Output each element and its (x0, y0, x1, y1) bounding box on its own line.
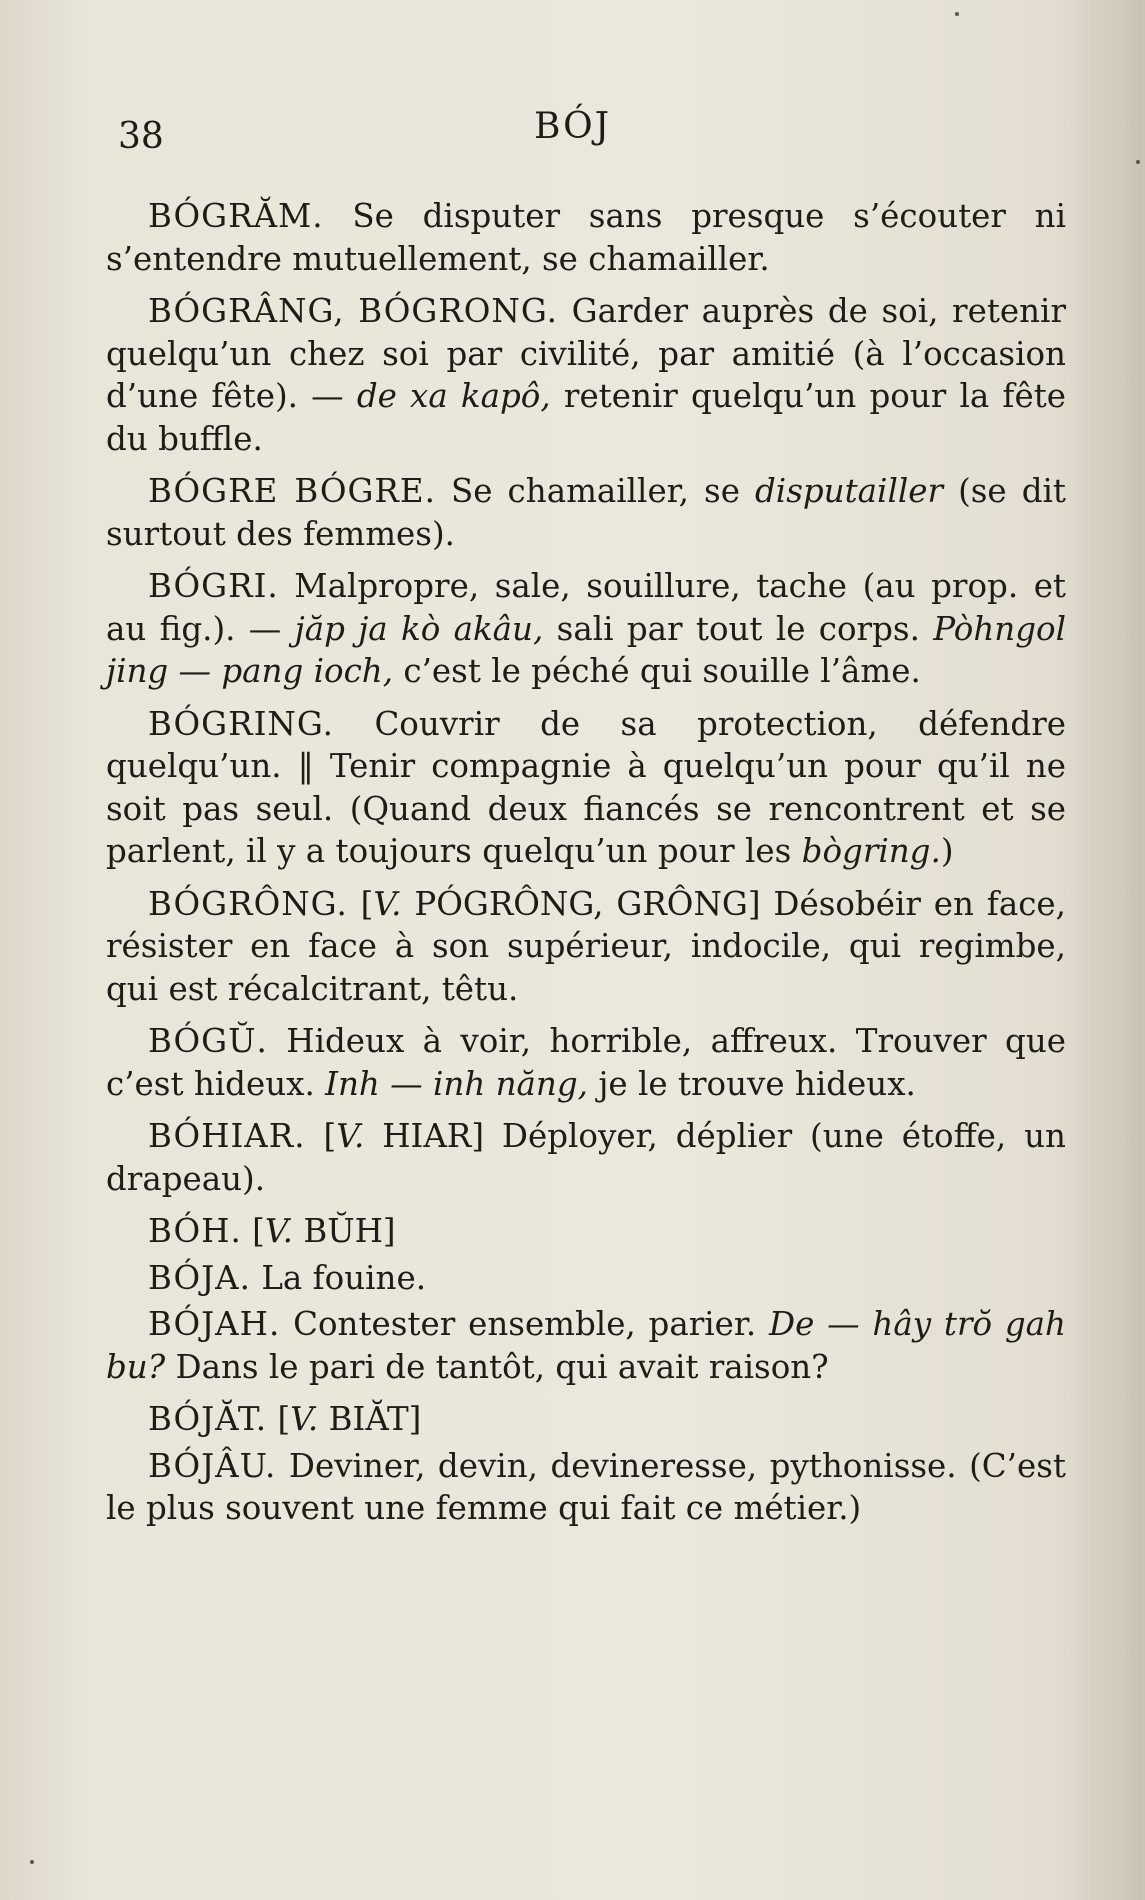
definition: Se chamailler, se (451, 472, 740, 510)
cross-ref-v: V. (264, 1212, 293, 1250)
definition: sali par tout le corps. (556, 609, 920, 648)
definition: Contester ensemble, parier. (293, 1305, 757, 1343)
entry-bogrong (106, 883, 1066, 1011)
headword: BÓGRING. (148, 704, 334, 743)
example: bògring. (801, 832, 941, 870)
speck-mark (1136, 160, 1140, 164)
running-head: BÓJ (533, 106, 612, 147)
headword: BÓGŬ. (148, 1022, 268, 1060)
cross-ref-v: V. (290, 1400, 319, 1438)
headword: BÓJÂU. (148, 1446, 277, 1485)
definition: La fouine. (261, 1258, 427, 1297)
entry-bogu (106, 1020, 1066, 1105)
headword: BÓGRI. (148, 567, 279, 605)
headword: BÓGRĂM. (148, 197, 324, 235)
entry-bojau (106, 1445, 1066, 1530)
definition: HIAR] Déployer, déplier (une étoffe, un drapeau). (106, 1117, 1066, 1198)
entry-bogri (106, 565, 1066, 693)
cross-ref-open: [ (277, 1400, 291, 1438)
example: de xa kapô, (356, 377, 551, 415)
cross-ref-open: [ (323, 1117, 337, 1155)
headword: BÓHIAR. (148, 1117, 306, 1155)
cross-ref-v: V. (336, 1117, 365, 1155)
definition: Malpropre, sale, souillure, tache (au prop. et au fig.). — (106, 567, 1066, 648)
definition: (se dit surtout des femmes). (106, 472, 1066, 553)
definition: Deviner, devin, devineresse, pythonisse. (C’est le plus souvent une femme qui fait ce métier.) (106, 1446, 1066, 1527)
definition: c’est le péché qui souille l’âme. (403, 652, 921, 690)
example: jăp ja kò akâu, (294, 609, 544, 648)
speck-mark (955, 12, 959, 16)
definition: BIĂT] (328, 1400, 422, 1438)
entry-bohiar (106, 1115, 1066, 1200)
entry-bojat (106, 1398, 1066, 1441)
definition: Hideux à voir, horrible, affreux. Trouver que c’est hideux. (106, 1022, 1066, 1103)
definition: PÓGRÔNG, GRÔNG] Désobéir en face, résister en face à son supérieur, indocile, qui regimbe, qui est récalcitrant, têtu. (106, 884, 1066, 1008)
cross-ref-open: [ (360, 884, 374, 923)
example: Inh — inh năng, (325, 1064, 588, 1103)
definition: Garder auprès de soi, retenir quelqu’un chez soi par civilité, par amitié (à l’occasion d’une fête). — (106, 292, 1066, 415)
headword: BÓJĂT. (148, 1400, 268, 1438)
dictionary-entries (106, 195, 1066, 1540)
headword: BÓGRÂNG, (148, 292, 345, 330)
definition: Couvrir de sa protection, défendre quelqu’un. ‖ Tenir compagnie à quelqu’un pour qu’il ne soit pas seul. (Quand deux fiancés se rencontrent et se parlent, il y a toujours quelqu’un pour les (106, 704, 1066, 870)
headword: BÓH. (148, 1212, 242, 1250)
cross-ref-open: [ (252, 1212, 265, 1250)
definition: Se disputer sans presque s’écouter ni s’entendre mutuellement, se chamailler. (106, 197, 1066, 278)
headword: BÓGRÔNG. (148, 884, 348, 923)
definition: retenir quelqu’un pour la fête du buffle. (106, 377, 1066, 458)
headword: BÓJA. (148, 1258, 251, 1297)
entry-bojah (106, 1303, 1066, 1388)
page-number: 38 (118, 116, 164, 157)
entry-bogram (106, 195, 1066, 280)
speck-mark (30, 1860, 34, 1864)
entry-bogring (106, 703, 1066, 873)
definition: ) (940, 832, 954, 870)
headword: BÓGRE BÓGRE. (148, 472, 436, 510)
example: disputailler (755, 472, 944, 510)
example: De — hây trŏ gah bu? (106, 1305, 1066, 1386)
definition: Dans le pari de tantôt, qui avait raison? (175, 1347, 829, 1386)
entry-boja (106, 1257, 1066, 1300)
definition: je le trouve hideux. (598, 1064, 916, 1103)
cross-ref-v: V. (373, 884, 402, 923)
entry-bograng (106, 290, 1066, 460)
example: Pòhngol jing — pang ioch, (106, 609, 1066, 690)
headword: BÓJAH. (148, 1305, 281, 1343)
headword-variant: BÓGRONG. (358, 292, 558, 330)
entry-boh (106, 1210, 1066, 1253)
definition: BŬH] (303, 1212, 396, 1250)
entry-bogre-bogre (106, 470, 1066, 555)
